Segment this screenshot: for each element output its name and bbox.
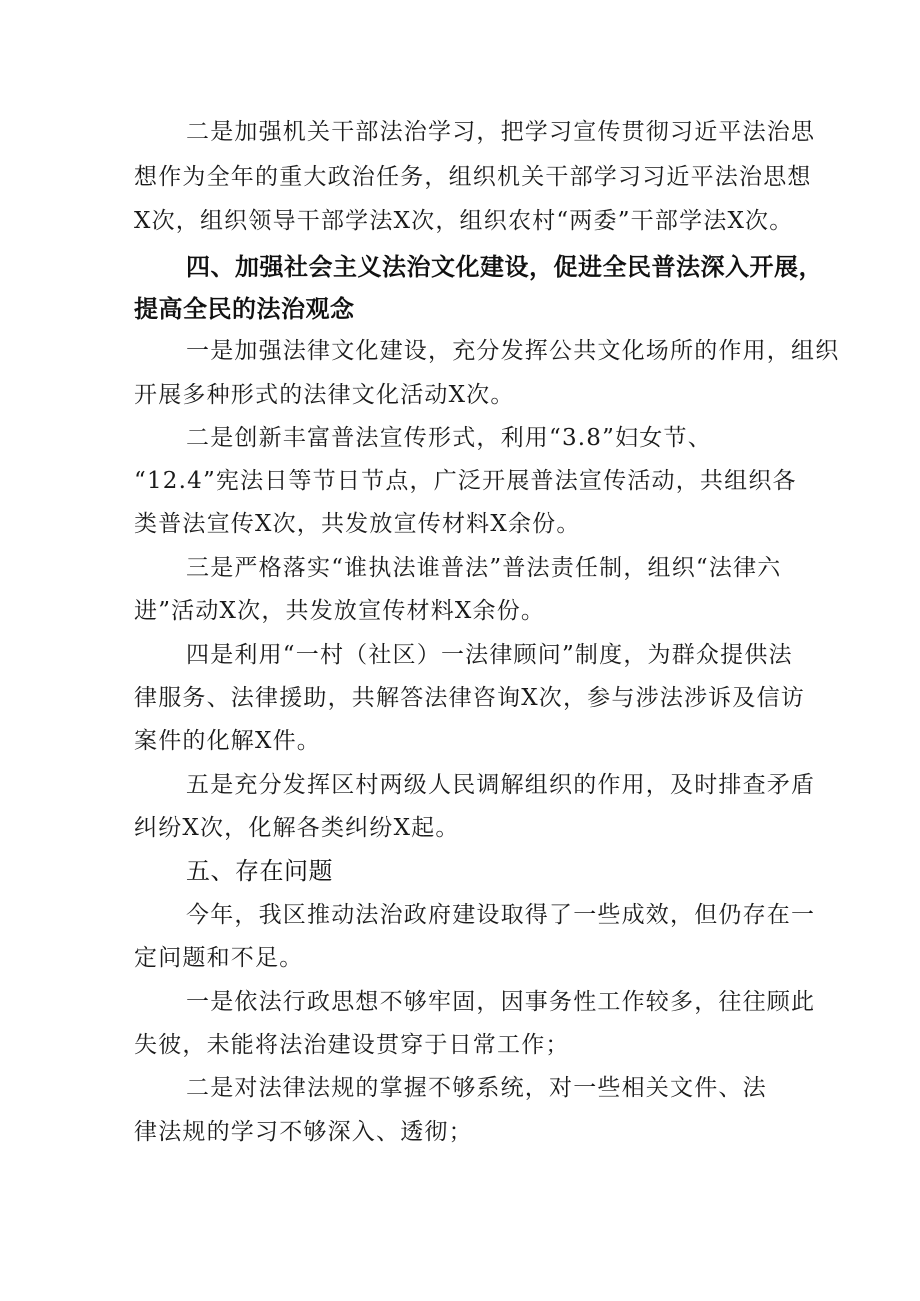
paragraph-line: 二是加强机关干部法治学习，把学习宣传贯彻习近平法治思 xyxy=(186,119,816,145)
paragraph-line: 类普法宣传X次，共发放宣传材料X余份。 xyxy=(134,511,581,537)
paragraph-line: X次，组织领导干部学法X次，组织农村“两委”干部学法X次。 xyxy=(134,208,794,234)
paragraph-line: 律服务、法律援助，共解答法律咨询X次，参与涉法涉诉及信访 xyxy=(134,685,805,711)
paragraph-line: 律法规的学习不够深入、透彻； xyxy=(134,1119,473,1145)
paragraph-line: 失彼，未能将法治建设贯穿于日常工作； xyxy=(134,1032,570,1058)
paragraph-line: 二是对法律法规的掌握不够系统，对一些相关文件、法 xyxy=(186,1075,767,1101)
section-heading-4-cont: 提高全民的法治观念 xyxy=(134,295,355,323)
paragraph-line: 开展多种形式的法律文化活动X次。 xyxy=(134,382,515,408)
paragraph-line: 案件的化解X件。 xyxy=(134,728,321,754)
paragraph-line: 二是创新丰富普法宣传形式，利用“3.8”妇女节、 xyxy=(186,425,712,451)
paragraph-line: 今年，我区推动法治政府建设取得了一些成效，但仍存在一 xyxy=(186,902,816,928)
paragraph-line: 进”活动X次，共发放宣传材料X余份。 xyxy=(134,598,546,624)
paragraph-line: 想作为全年的重大政治任务，组织机关干部学习习近平法治思想 xyxy=(134,164,812,190)
section-heading-5: 五、存在问题 xyxy=(186,857,333,885)
paragraph-line: 一是加强法律文化建设，充分发挥公共文化场所的作用，组织 xyxy=(186,338,840,364)
paragraph-line: 定问题和不足。 xyxy=(134,945,304,971)
paragraph-line: “12.4”宪法日等节日节点，广泛开展普法宣传活动，共组织各 xyxy=(134,468,797,494)
paragraph-line: 四是利用“一村（社区）一法律顾问”制度，为群众提供法 xyxy=(186,642,793,668)
paragraph-line: 纠纷X次，化解各类纠纷X起。 xyxy=(134,815,460,841)
paragraph-line: 三是严格落实“谁执法谁普法”普法责任制，组织“法律六 xyxy=(186,555,782,581)
paragraph-line: 一是依法行政思想不够牢固，因事务性工作较多，往往顾此 xyxy=(186,989,816,1015)
paragraph-line: 五是充分发挥区村两级人民调解组织的作用，及时排查矛盾 xyxy=(186,772,816,798)
section-heading-4: 四、加强社会主义法治文化建设，促进全民普法深入开展， xyxy=(186,253,823,281)
